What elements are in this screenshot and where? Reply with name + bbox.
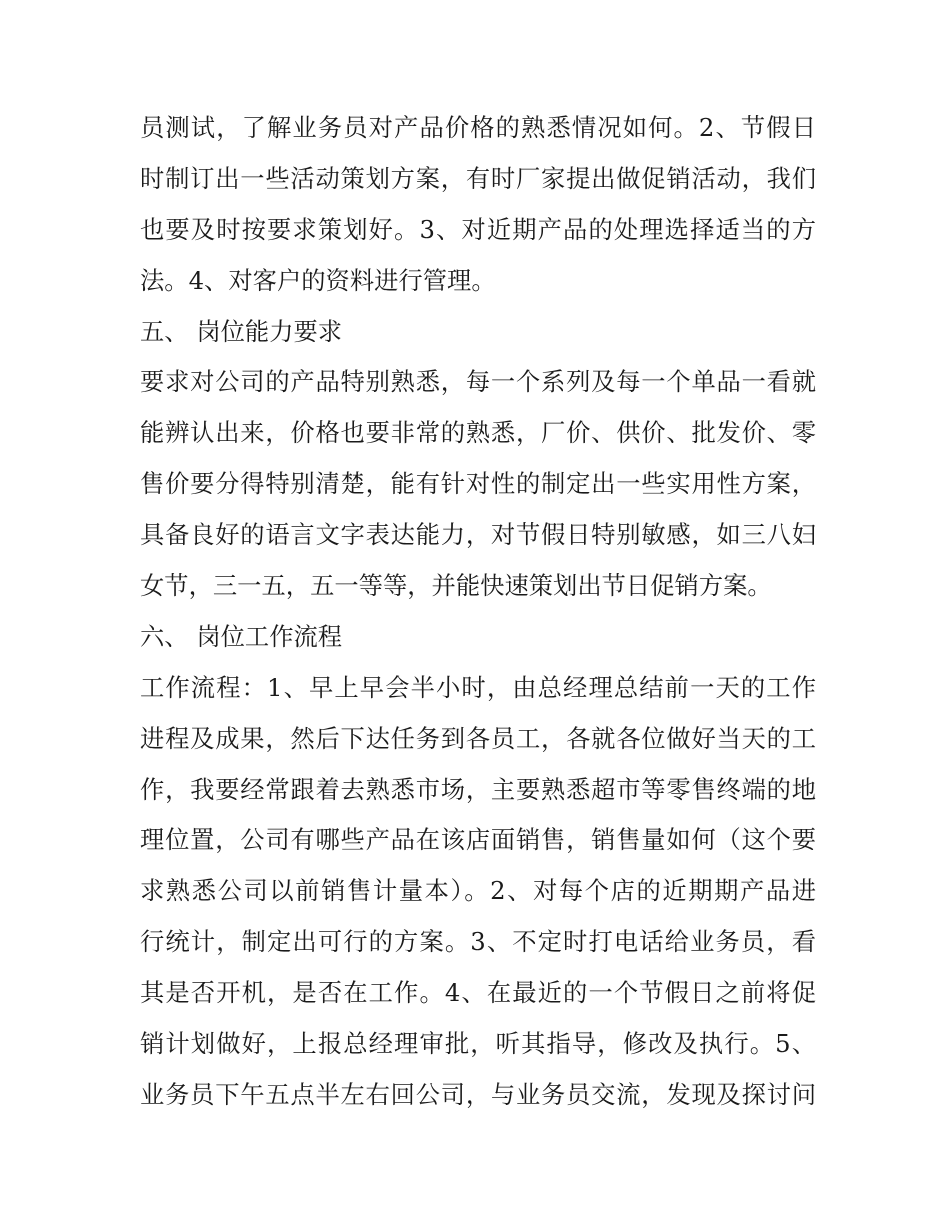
text-line: 能辨认出来，价格也要非常的熟悉，厂价、供价、批发价、零 [140, 418, 816, 448]
text-line: 业务员下午五点半左右回公司，与业务员交流，发现及探讨问 [140, 1079, 816, 1109]
text-line: 求熟悉公司以前销售计量本）。2、对每个店的近期期产品进 [140, 876, 816, 906]
document-body [140, 103, 816, 1121]
text-line: 作，我要经常跟着去熟悉市场，主要熟悉超市等零售终端的地 [140, 774, 816, 804]
text-line: 工作流程：1、早上早会半小时，由总经理总结前一天的工作 [140, 672, 816, 702]
text-line: 其是否开机，是否在工作。4、在最近的一个节假日之前将促 [140, 978, 816, 1008]
text-line: 也要及时按要求策划好。3、对近期产品的处理选择适当的方 [140, 214, 816, 244]
text-line: 行统计，制定出可行的方案。3、不定时打电话给业务员，看 [140, 927, 816, 957]
text-line: 要求对公司的产品特别熟悉，每一个系列及每一个单品一看就 [140, 367, 816, 397]
text-line: 理位置，公司有哪些产品在该店面销售，销售量如何（这个要 [140, 825, 816, 855]
text-line: 具备良好的语言文字表达能力，对节假日特别敏感，如三八妇 [140, 520, 816, 550]
section-heading: 五、 岗位能力要求 [140, 316, 343, 346]
text-line: 售价要分得特别清楚，能有针对性的制定出一些实用性方案， [140, 469, 816, 499]
text-line: 时制订出一些活动策划方案，有时厂家提出做促销活动，我们 [140, 163, 816, 193]
section-heading: 六、 岗位工作流程 [140, 621, 343, 651]
text-line: 员测试，了解业务员对产品价格的熟悉情况如何。2、节假日 [140, 113, 816, 142]
text-line: 销计划做好，上报总经理审批，听其指导，修改及执行。5、 [140, 1029, 816, 1059]
text-line: 进程及成果，然后下达任务到各员工，各就各位做好当天的工 [140, 723, 816, 753]
text-line: 女节，三一五，五一等等，并能快速策划出节日促销方案。 [140, 571, 772, 601]
text-line: 法。4、对客户的资料进行管理。 [140, 265, 496, 295]
